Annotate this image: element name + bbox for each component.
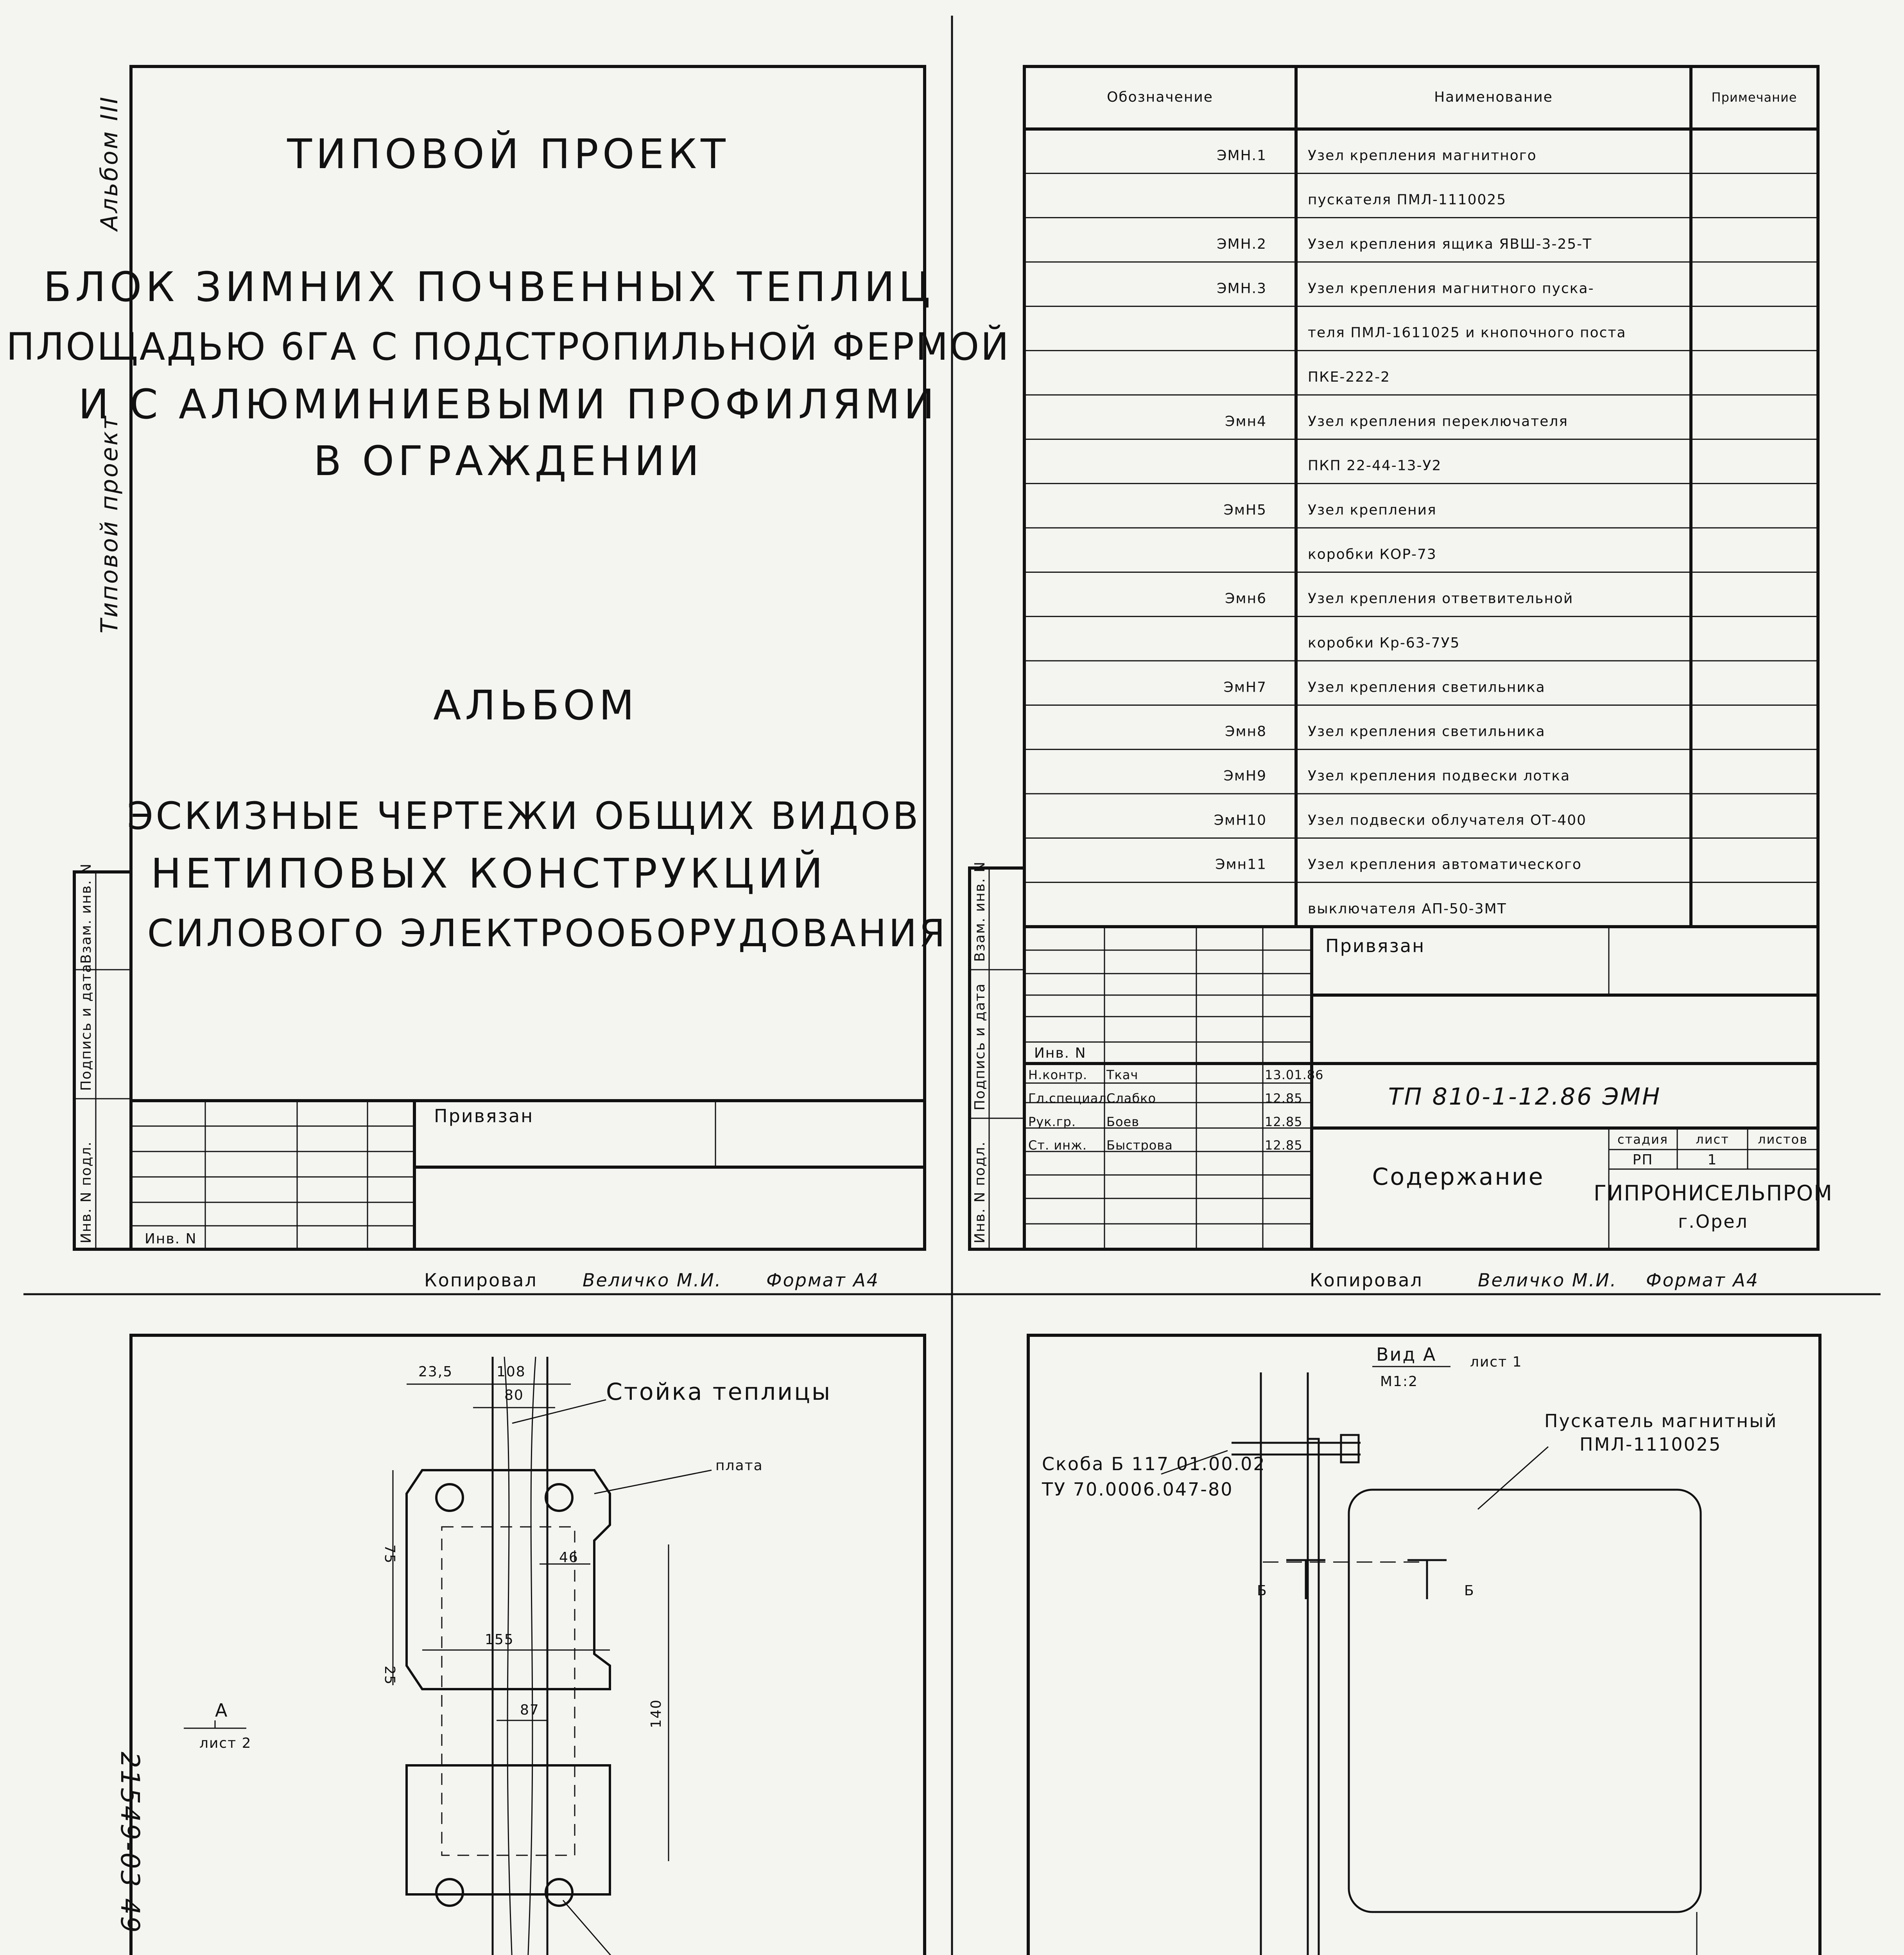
label-stand: Стойка теплицы xyxy=(606,1378,832,1406)
contents-row-code: ЭМН.2 xyxy=(1217,236,1267,252)
sheet-2-privyazan: Привязан xyxy=(1325,935,1425,956)
contents-row-code: Эмн4 xyxy=(1225,413,1267,430)
margin-label-podpis: Подпись и дата xyxy=(78,963,94,1091)
dim-46: 46 xyxy=(559,1550,579,1566)
contents-row-name: Узел крепления xyxy=(1308,502,1437,518)
view-title: Вид А xyxy=(1376,1344,1437,1365)
dim-87: 87 xyxy=(520,1702,540,1718)
sheet-1-privyazan: Привязан xyxy=(434,1105,534,1126)
contents-row-code: Эмн11 xyxy=(1215,856,1267,873)
contents-row-name: теля ПМЛ-1611025 и кнопочного поста xyxy=(1308,325,1626,341)
sheet-4-views xyxy=(970,1335,1842,1955)
stand-outline xyxy=(493,1357,547,1955)
sheet-2-inv-n: Инв. N xyxy=(1034,1045,1086,1061)
footer-name-2: Величко М.И. xyxy=(1478,1270,1617,1291)
signer-role: Ст. инж. xyxy=(1028,1138,1087,1153)
label-starter-code: ПМЛ-1110025 xyxy=(1579,1434,1722,1455)
label-starter: Пускатель магнитный xyxy=(1544,1410,1778,1431)
contents-row-code: ЭмН10 xyxy=(1214,812,1267,829)
contents-header-code: Обозначение xyxy=(1107,89,1213,105)
leader-plate xyxy=(594,1470,712,1494)
contents-header-name: Наименование xyxy=(1434,89,1553,105)
contents-row-code: ЭМН.3 xyxy=(1217,280,1267,297)
view-a-arrow xyxy=(184,1720,246,1728)
section-marks xyxy=(1286,1560,1447,1599)
contents-row-code: ЭмН7 xyxy=(1223,679,1267,696)
sheet-1-frame xyxy=(131,66,925,1249)
signer-role: Н.контр. xyxy=(1028,1067,1088,1082)
signer-date: 12.85 xyxy=(1265,1138,1303,1153)
dimension-lines xyxy=(393,1384,669,1861)
sheet-2-city: г.Орел xyxy=(1678,1211,1748,1232)
dim-75: 75 xyxy=(382,1544,398,1564)
signer-name: Быстрова xyxy=(1106,1138,1173,1153)
dim-25: 25 xyxy=(382,1666,398,1685)
footers xyxy=(403,1270,1759,1955)
starter-outline xyxy=(1349,1490,1701,1912)
contents-row-code: Эмн8 xyxy=(1225,723,1267,740)
margin-label-inv: Инв. N подл. xyxy=(78,1141,94,1243)
contents-row-name: коробки КОР-73 xyxy=(1308,546,1437,563)
footer-format-2: Формат А4 xyxy=(1646,1270,1759,1291)
subheading-line-3: СИЛОВОГО ЭЛЕКТРООБОРУДОВАНИЯ xyxy=(147,911,948,955)
contents-row-name: ПКП 22-44-13-У2 xyxy=(1308,457,1442,474)
margin-label-vzam-2: Взам. инв. N xyxy=(972,861,988,962)
sheet-1-title-page xyxy=(6,66,1010,1249)
signer-date: 12.85 xyxy=(1265,1114,1303,1129)
footer-format-1: Формат А4 xyxy=(766,1270,879,1291)
leader-nut xyxy=(563,1900,829,1955)
contents-table-body xyxy=(1024,147,1818,917)
sheet-2-contents xyxy=(970,66,1833,1249)
contents-row-name: Узел крепления автоматического xyxy=(1308,856,1582,873)
contents-row-code: ЭмН9 xyxy=(1223,768,1267,784)
label-bracket: Скоба Б 117 01.00.02 xyxy=(1042,1453,1266,1474)
leader-stand xyxy=(512,1400,606,1423)
view-sheet: лист 1 xyxy=(1470,1354,1522,1370)
bracket-plate xyxy=(1308,1439,1319,1955)
label-plate: плата xyxy=(715,1458,763,1474)
margin-label-podpis-2: Подпись и дата xyxy=(972,983,988,1110)
contents-row-name: пускателя ПМЛ-1110025 xyxy=(1308,192,1507,208)
footer-name-1: Величко М.И. xyxy=(583,1270,722,1291)
contents-row-code: Эмн6 xyxy=(1225,590,1267,607)
contents-row-name: Узел крепления подвески лотка xyxy=(1308,768,1571,784)
dim-140: 140 xyxy=(648,1699,664,1728)
sheet-3-emn1 xyxy=(74,1335,939,1955)
sheet-header-2: лист xyxy=(1696,1132,1729,1147)
bolt-bottom-right xyxy=(546,1879,572,1906)
margin-label-inv-2: Инв. N подл. xyxy=(972,1141,988,1243)
stand-side-outline xyxy=(1261,1372,1308,1955)
view-a-drawing xyxy=(1042,1372,1777,1955)
contents-header-note: Примечание xyxy=(1711,90,1797,105)
section-mark-left: Б xyxy=(1257,1583,1268,1599)
contents-row-code: ЭМН.1 xyxy=(1217,147,1267,164)
dim-108: 108 xyxy=(497,1364,526,1380)
bracket-rods xyxy=(1232,1443,1361,1955)
sheet-3-frame xyxy=(131,1335,925,1955)
signer-role: Гл.специал. xyxy=(1028,1091,1112,1106)
signer-name: Боев xyxy=(1106,1114,1140,1129)
dim-116-line xyxy=(1310,1912,1697,1955)
dim-80: 80 xyxy=(504,1387,524,1403)
sheet-2-org: ГИПРОНИСЕЛЬПРОМ xyxy=(1594,1181,1833,1205)
contents-row-name: Узел крепления ответвительной xyxy=(1308,590,1574,607)
leader-starter xyxy=(1478,1447,1548,1509)
heading-line-4: В ОГРАЖДЕНИИ xyxy=(313,437,703,485)
sheet-1-inv-n: Инв. N xyxy=(145,1231,197,1247)
heading-line-2: ПЛОЩАДЬЮ 6ГА С ПОДСТРОПИЛЬНОЙ ФЕРМОЙ xyxy=(6,325,1011,369)
footer-copied-2: Копировал xyxy=(1310,1270,1423,1291)
contents-row-name: Узел крепления светильника xyxy=(1308,723,1545,740)
contents-row-name: выключателя АП-50-3МТ xyxy=(1308,901,1507,917)
section-mark-right: Б xyxy=(1464,1583,1475,1599)
contents-row-name: Узел крепления светильника xyxy=(1308,679,1545,696)
stage-value-2: РП xyxy=(1632,1152,1653,1168)
view-scale: М1:2 xyxy=(1380,1374,1418,1390)
signer-date: 13.01.86 xyxy=(1265,1067,1324,1082)
contents-row-name: Узел крепления магнитного xyxy=(1308,147,1537,164)
bolt-bottom-left xyxy=(436,1879,463,1906)
label-bracket-tu: ТУ 70.0006.047-80 xyxy=(1042,1479,1233,1500)
sheet-1-bottom-stamp xyxy=(131,1101,925,1249)
signer-role: Рук.гр. xyxy=(1028,1114,1076,1129)
heading-line-1: БЛОК ЗИМНИХ ПОЧВЕННЫХ ТЕПЛИЦ xyxy=(43,263,934,311)
sheets-header-2: листов xyxy=(1758,1132,1808,1147)
dim-23-5: 23,5 xyxy=(418,1364,453,1380)
signer-name: Слабко xyxy=(1106,1091,1156,1106)
contents-row-name: коробки Кр-63-7У5 xyxy=(1308,635,1460,651)
contents-row-name: Узел подвески облучателя ОТ-400 xyxy=(1308,812,1587,829)
side-album-label: Альбом III xyxy=(96,95,123,231)
stand-break-lines xyxy=(504,1357,536,1955)
sheet-2-doc-code: ТП 810-1-12.86 ЭМН xyxy=(1388,1083,1662,1110)
dim-155: 155 xyxy=(485,1632,514,1648)
side-number: 21549-03 49 xyxy=(115,1752,145,1934)
bolt-top-left xyxy=(436,1484,463,1511)
side-project-label: Типовой проект xyxy=(96,414,123,633)
subheading-line-2: НЕТИПОВЫХ КОНСТРУКЦИЙ xyxy=(151,850,827,897)
subheading-line-1: ЭСКИЗНЫЕ ЧЕРТЕЖИ ОБЩИХ ВИДОВ xyxy=(127,794,921,838)
view-a-sheet: лист 2 xyxy=(199,1735,252,1751)
sheet-1-title: ТИПОВОЙ ПРОЕКТ xyxy=(287,130,730,178)
footer-copied-1: Копировал xyxy=(424,1270,538,1291)
stage-header-2: стадия xyxy=(1617,1132,1669,1147)
view-a-label: А xyxy=(215,1700,229,1721)
margin-label-vzam: Взам. инв. N xyxy=(78,863,94,964)
sheet-2-doc-title: Содержание xyxy=(1372,1163,1545,1191)
contents-row-code: ЭмН5 xyxy=(1223,502,1267,518)
contents-row-name: Узел крепления переключателя xyxy=(1308,413,1569,430)
heading-line-3: И С АЛЮМИНИЕВЫМИ ПРОФИЛЯМИ xyxy=(78,380,938,428)
contents-row-name: ПКЕ-222-2 xyxy=(1308,369,1390,385)
contents-row-name: Узел крепления магнитного пуска- xyxy=(1308,280,1594,297)
album-label: АЛЬБОМ xyxy=(433,682,638,729)
sheet-2-signers xyxy=(1028,1067,1324,1153)
bolt-top-right xyxy=(546,1484,572,1511)
signer-date: 12.85 xyxy=(1265,1091,1303,1106)
signer-name: Ткач xyxy=(1106,1067,1138,1082)
nut-top xyxy=(1341,1435,1359,1462)
sheet-value-2: 1 xyxy=(1707,1152,1718,1168)
emn1-plate-drawing xyxy=(184,1357,858,1955)
contents-row-name: Узел крепления ящика ЯВШ-3-25-Т xyxy=(1308,236,1592,252)
